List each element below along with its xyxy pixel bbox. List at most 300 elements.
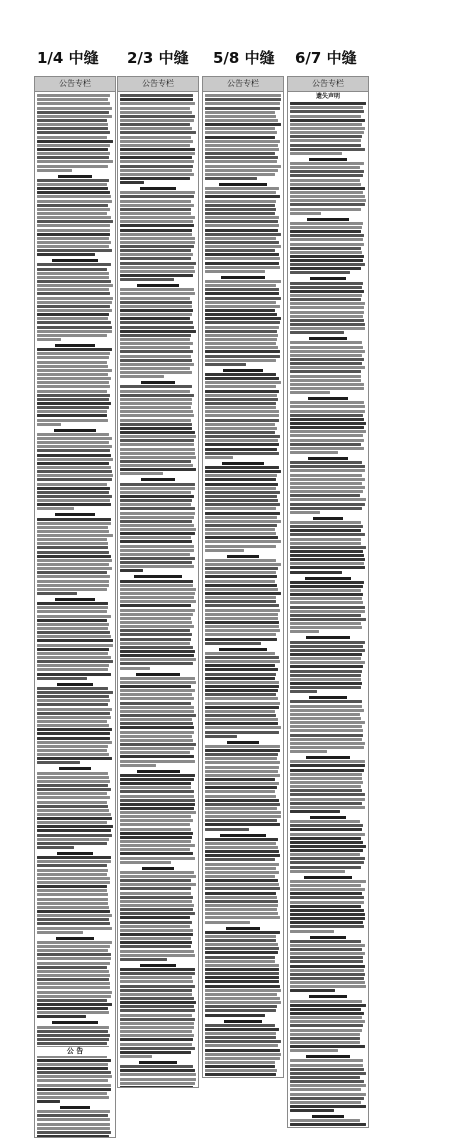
text-line xyxy=(120,423,192,426)
text-line xyxy=(37,559,112,562)
text-line xyxy=(120,782,191,785)
text-line xyxy=(120,390,190,393)
text-line xyxy=(120,456,196,459)
text-line xyxy=(37,503,111,506)
text-line xyxy=(120,726,194,729)
text-line xyxy=(120,1055,152,1058)
text-line xyxy=(120,448,195,451)
text-line xyxy=(120,200,191,203)
text-line xyxy=(205,216,279,219)
text-line xyxy=(290,391,330,394)
text-line xyxy=(120,427,192,430)
text-line xyxy=(205,456,233,459)
text-line xyxy=(37,348,112,351)
column-label-5-8: 5/8 中缝 xyxy=(213,49,275,67)
text-line xyxy=(205,233,281,236)
text-line xyxy=(120,326,194,329)
text-line xyxy=(290,430,366,433)
text-line xyxy=(120,1038,193,1041)
text-line xyxy=(37,1110,110,1113)
text-line xyxy=(120,972,195,975)
text-line xyxy=(205,507,276,510)
text-line xyxy=(290,119,365,122)
text-line xyxy=(205,677,275,680)
notice-heading xyxy=(308,457,348,460)
text-line xyxy=(290,896,364,899)
text-line xyxy=(120,790,194,793)
notice-heading xyxy=(309,158,347,161)
text-line xyxy=(120,165,193,168)
text-line xyxy=(120,152,195,155)
text-line xyxy=(37,776,109,779)
text-line xyxy=(120,1082,195,1085)
text-line xyxy=(37,817,112,820)
text-line xyxy=(290,183,361,186)
text-line xyxy=(205,111,275,114)
text-line xyxy=(120,654,194,657)
text-line xyxy=(205,241,279,244)
text-line xyxy=(37,433,109,436)
text-line xyxy=(290,1016,362,1019)
text-line xyxy=(120,561,192,564)
text-line xyxy=(120,516,194,519)
text-line xyxy=(290,271,350,274)
text-line xyxy=(37,292,110,295)
text-line xyxy=(205,1061,275,1064)
text-line xyxy=(37,127,108,130)
text-line xyxy=(290,833,365,836)
text-line xyxy=(205,580,275,583)
text-line xyxy=(37,1063,108,1066)
text-line xyxy=(120,173,194,176)
text-line xyxy=(120,739,193,742)
text-line xyxy=(120,1022,194,1025)
text-line xyxy=(290,238,363,241)
text-line xyxy=(205,863,279,866)
text-line xyxy=(37,187,108,190)
text-line xyxy=(290,824,363,827)
text-line xyxy=(120,245,194,248)
text-line xyxy=(290,405,365,408)
text-line xyxy=(37,889,107,892)
text-line xyxy=(37,893,108,896)
text-line xyxy=(205,846,278,849)
text-line xyxy=(37,156,109,159)
text-line xyxy=(205,292,279,295)
column-text-body xyxy=(288,92,368,1128)
text-line xyxy=(37,462,109,465)
text-line xyxy=(37,588,107,591)
text-line xyxy=(205,693,276,696)
text-line xyxy=(290,319,364,322)
text-line xyxy=(37,423,61,426)
text-line xyxy=(37,474,113,477)
text-line xyxy=(290,601,363,604)
text-line xyxy=(37,772,108,775)
text-line xyxy=(120,111,192,114)
text-line xyxy=(120,520,192,523)
text-line xyxy=(37,466,111,469)
text-line xyxy=(290,302,365,305)
text-line xyxy=(290,1072,366,1075)
text-line xyxy=(37,385,110,388)
text-line xyxy=(120,342,193,345)
text-line xyxy=(120,524,194,527)
text-line xyxy=(37,1114,108,1117)
text-line xyxy=(120,237,195,240)
text-line xyxy=(290,729,363,732)
text-line xyxy=(120,828,191,831)
text-line xyxy=(120,1005,194,1008)
text-line xyxy=(290,327,365,330)
text-line xyxy=(37,140,113,143)
notice-heading xyxy=(307,218,349,221)
text-line xyxy=(120,921,192,924)
text-line xyxy=(120,233,192,236)
notice-heading xyxy=(304,876,351,879)
text-line xyxy=(37,402,111,405)
announcement-column-2-3 xyxy=(117,76,199,1088)
text-line xyxy=(37,377,111,380)
text-line xyxy=(205,326,279,329)
text-line xyxy=(290,888,365,891)
text-line xyxy=(205,414,279,417)
text-line xyxy=(37,1026,109,1029)
text-line xyxy=(120,220,193,223)
text-line xyxy=(290,370,361,373)
text-line xyxy=(37,220,113,223)
text-line xyxy=(205,419,279,422)
text-line xyxy=(205,381,281,384)
text-line xyxy=(290,641,365,644)
text-line xyxy=(37,470,112,473)
text-line xyxy=(120,249,191,252)
text-line xyxy=(205,563,281,566)
text-line xyxy=(205,115,276,118)
text-line xyxy=(120,123,190,126)
text-line xyxy=(290,152,342,155)
text-line xyxy=(37,487,110,490)
text-line xyxy=(205,342,276,345)
text-line xyxy=(37,673,111,676)
text-line xyxy=(290,892,362,895)
notice-heading xyxy=(59,767,90,770)
text-line xyxy=(290,1041,360,1044)
text-line xyxy=(205,503,280,506)
text-line xyxy=(37,957,111,960)
text-line xyxy=(205,423,275,426)
text-line xyxy=(120,836,192,839)
text-line xyxy=(290,259,363,262)
text-line xyxy=(205,896,277,899)
text-line xyxy=(290,366,365,369)
text-line xyxy=(205,309,275,312)
text-line xyxy=(290,777,362,780)
text-line xyxy=(290,849,363,852)
text-line xyxy=(205,985,280,988)
text-line xyxy=(120,98,193,101)
notice-heading xyxy=(140,964,176,967)
text-line xyxy=(37,656,111,659)
text-line xyxy=(120,419,191,422)
text-line xyxy=(120,278,174,281)
text-line xyxy=(290,226,362,229)
text-line xyxy=(120,274,193,277)
text-line xyxy=(37,522,111,525)
text-line xyxy=(37,813,111,816)
text-line xyxy=(205,152,275,155)
text-line xyxy=(205,208,276,211)
text-line xyxy=(120,815,191,818)
text-line xyxy=(37,131,110,134)
text-line xyxy=(290,525,363,528)
text-line xyxy=(290,1093,366,1096)
text-line xyxy=(290,478,365,481)
text-line xyxy=(37,677,87,680)
text-line xyxy=(205,439,278,442)
text-line xyxy=(205,1001,281,1004)
text-line xyxy=(120,844,195,847)
text-line xyxy=(120,985,195,988)
text-line xyxy=(120,755,194,758)
text-line xyxy=(37,546,108,549)
text-line xyxy=(120,751,190,754)
text-line xyxy=(205,148,279,151)
text-line xyxy=(37,860,111,863)
text-line xyxy=(120,693,192,696)
text-line xyxy=(290,913,365,916)
text-line xyxy=(37,237,109,240)
text-line xyxy=(205,993,277,996)
text-line xyxy=(120,435,196,438)
text-line xyxy=(205,160,277,163)
text-line xyxy=(120,1034,194,1037)
text-line xyxy=(290,521,361,524)
text-line xyxy=(37,615,111,618)
text-line xyxy=(290,973,365,976)
text-line xyxy=(37,846,74,849)
text-line xyxy=(37,648,109,651)
text-line xyxy=(290,1101,361,1104)
text-line xyxy=(290,127,365,130)
text-line xyxy=(290,944,365,947)
text-line xyxy=(290,102,366,105)
text-line xyxy=(120,160,194,163)
text-line xyxy=(205,722,278,725)
text-line xyxy=(205,1040,281,1043)
text-line xyxy=(205,964,279,967)
text-line xyxy=(120,976,192,979)
text-line xyxy=(120,460,191,463)
text-line xyxy=(120,968,195,971)
text-line xyxy=(120,545,194,548)
text-line xyxy=(37,305,110,308)
text-line xyxy=(290,174,363,177)
text-line xyxy=(37,445,112,448)
text-line xyxy=(205,224,279,227)
text-line xyxy=(290,820,360,823)
text-line xyxy=(37,183,107,186)
text-line xyxy=(205,588,278,591)
text-line xyxy=(205,908,277,911)
text-line xyxy=(205,790,275,793)
text-line xyxy=(120,819,193,822)
text-line xyxy=(290,977,364,980)
notice-heading xyxy=(136,673,180,676)
text-line xyxy=(37,551,109,554)
text-line xyxy=(205,652,275,655)
text-line xyxy=(120,131,196,134)
text-line xyxy=(120,398,192,401)
text-line xyxy=(37,102,110,105)
text-line xyxy=(205,204,275,207)
text-line xyxy=(37,365,108,368)
text-line xyxy=(37,639,113,642)
column-header: 公告专栏 xyxy=(118,77,198,92)
text-line xyxy=(37,483,107,486)
text-line xyxy=(120,980,193,983)
text-line xyxy=(37,970,109,973)
text-line xyxy=(205,253,279,256)
text-line xyxy=(120,638,191,641)
text-line xyxy=(120,305,192,308)
text-line xyxy=(120,359,192,362)
text-line xyxy=(205,718,278,721)
text-line xyxy=(205,313,277,316)
text-line xyxy=(37,538,107,541)
text-line xyxy=(290,1097,364,1100)
text-line xyxy=(205,452,279,455)
text-line xyxy=(37,592,77,595)
text-line xyxy=(37,885,107,888)
text-line xyxy=(290,925,364,928)
text-line xyxy=(290,148,365,151)
text-line xyxy=(120,658,196,661)
text-line xyxy=(37,373,108,376)
announcement-column-6-7 xyxy=(287,76,369,1128)
text-line xyxy=(37,914,112,917)
text-line xyxy=(205,169,278,172)
text-line xyxy=(290,170,364,173)
notice-heading xyxy=(58,175,91,178)
text-line xyxy=(205,390,279,393)
text-line xyxy=(205,989,281,992)
notice-heading xyxy=(219,183,268,186)
text-line xyxy=(120,288,194,291)
text-line xyxy=(120,208,191,211)
text-line xyxy=(205,714,276,717)
text-line xyxy=(37,1007,108,1010)
text-line xyxy=(37,761,80,764)
text-line xyxy=(120,102,195,105)
text-line xyxy=(290,581,364,584)
text-line xyxy=(205,892,276,895)
text-line xyxy=(37,602,108,605)
text-line xyxy=(205,786,277,789)
column-header: 公告专栏 xyxy=(35,77,115,92)
notice-heading xyxy=(306,636,350,639)
column-label-1-4: 1/4 中缝 xyxy=(37,49,99,67)
text-line xyxy=(37,507,74,510)
text-line xyxy=(120,512,195,515)
column-label-2-3: 2/3 中缝 xyxy=(127,49,189,67)
text-line xyxy=(290,884,361,887)
column-header: 公告专栏 xyxy=(288,77,368,92)
text-line xyxy=(120,468,196,471)
text-line xyxy=(120,443,194,446)
notice-heading xyxy=(310,816,345,819)
text-line xyxy=(120,1065,193,1068)
text-line xyxy=(290,187,365,190)
notice-heading xyxy=(137,770,180,773)
text-line xyxy=(205,173,275,176)
text-line xyxy=(120,406,191,409)
text-line xyxy=(120,1047,195,1050)
text-line xyxy=(205,212,275,215)
text-line xyxy=(205,782,279,785)
text-line xyxy=(205,288,279,291)
text-line xyxy=(290,558,365,561)
text-line xyxy=(37,571,107,574)
text-line xyxy=(37,381,109,384)
text-line xyxy=(37,195,111,198)
text-line xyxy=(205,697,278,700)
text-line xyxy=(120,1001,196,1004)
text-line xyxy=(205,532,276,535)
text-line xyxy=(205,702,280,705)
text-line xyxy=(120,993,192,996)
text-line xyxy=(290,571,342,574)
text-line xyxy=(37,1071,111,1074)
text-line xyxy=(37,877,110,880)
text-line xyxy=(290,562,364,565)
text-line xyxy=(290,507,362,510)
text-line xyxy=(290,773,362,776)
text-line xyxy=(37,276,109,279)
text-line xyxy=(290,661,365,664)
text-line xyxy=(205,842,276,845)
text-line xyxy=(290,909,364,912)
text-line xyxy=(290,350,365,353)
text-line xyxy=(120,148,195,151)
text-line xyxy=(205,131,277,134)
text-line xyxy=(205,1009,276,1012)
text-line xyxy=(205,540,281,543)
text-line xyxy=(37,534,113,537)
text-line xyxy=(37,784,108,787)
text-line xyxy=(37,334,107,337)
text-line xyxy=(290,1045,365,1048)
text-line xyxy=(205,613,278,616)
text-line xyxy=(120,115,195,118)
text-line xyxy=(37,204,108,207)
text-line xyxy=(37,1131,111,1134)
text-line xyxy=(290,401,364,404)
text-line xyxy=(120,584,193,587)
text-line xyxy=(205,499,278,502)
notice-heading xyxy=(140,187,177,190)
text-line xyxy=(120,355,191,358)
text-line xyxy=(120,297,190,300)
text-line xyxy=(37,1034,110,1037)
text-line xyxy=(290,1004,366,1007)
text-line xyxy=(120,1043,192,1046)
text-line xyxy=(120,933,193,936)
text-line xyxy=(37,338,61,341)
notice-heading xyxy=(221,276,266,279)
text-line xyxy=(120,536,191,539)
text-line xyxy=(290,375,361,378)
